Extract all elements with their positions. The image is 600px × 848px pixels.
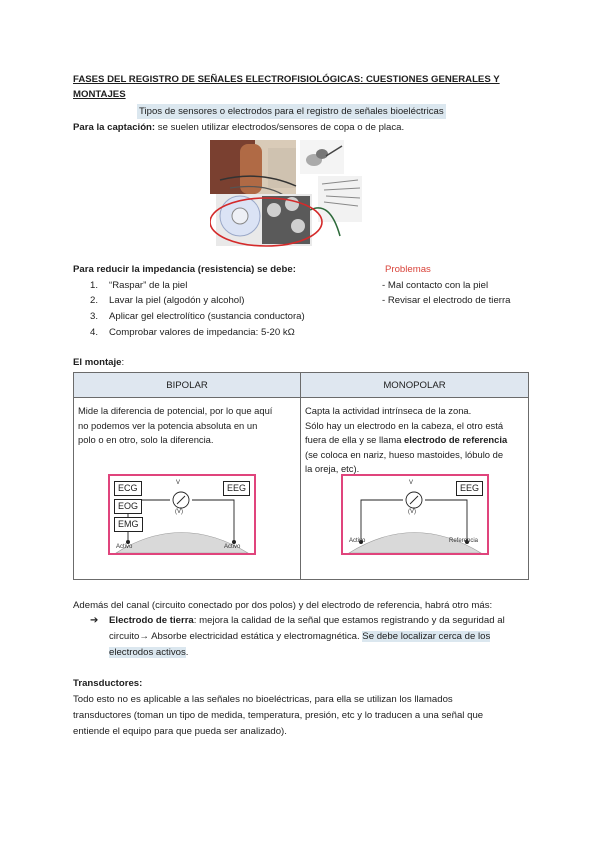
bipolar-line: Mide la diferencia de potencial, por lo que aquí [78, 405, 273, 416]
arrow-bullet-icon: ➔ [90, 615, 99, 626]
captacion-label: Para la captación: [73, 122, 156, 133]
active-label: Activo [349, 538, 366, 544]
bipolar-header: BIPOLAR [74, 373, 300, 398]
montage-table [73, 372, 529, 580]
eeg-label-bipolar: EEG [223, 481, 250, 496]
captacion-line [73, 120, 404, 135]
electrodes-photo [210, 140, 362, 248]
monopolar-description [305, 404, 507, 477]
title-line-1: FASES DEL REGISTRO DE SEÑALES ELECTROFISIOLÓGICAS: CUESTIONES GENERALES Y [73, 74, 500, 85]
step-4-num: 4. [90, 327, 99, 338]
monopolar-line: Sólo hay un electrodo en la cabeza, el otro está [305, 419, 504, 431]
eog-label: EOG [114, 499, 142, 514]
problem-2: - Revisar el electrodo de tierra [382, 295, 511, 306]
bipolar-meter-v: V [176, 480, 181, 486]
tierra-line1-rest: : mejora la calidad de la señal que estamos registrando y da seguridad al [193, 615, 505, 626]
table-divider [300, 373, 301, 579]
captacion-text: se suelen utilizar electrodos/sensores de copa o de placa. [155, 122, 405, 133]
bipolar-line: no podemos ver la potencia absoluta en un [78, 419, 258, 431]
step-1-num: 1. [90, 280, 99, 291]
step-1-text: “Raspar” de la piel [109, 280, 188, 291]
impedance-heading: Para reducir la impedancia (resistencia) se debe: [73, 264, 296, 275]
tierra-line2-plain: circuito→ Absorbe electricidad estática y electromagnética. [109, 631, 363, 642]
transducers-line-2: transductores (toman un tipo de medida, temperatura, presión, etc y lo traducen a una señal que [73, 710, 484, 721]
reference-label: Referencia [449, 538, 479, 544]
title-line-2: MONTAJES [73, 89, 126, 100]
bipolar-description [78, 404, 272, 448]
transducers-heading: Transductores: [73, 678, 143, 689]
tierra-term: Electrodo de tierra [109, 615, 194, 626]
bipolar-line: polo o en otro, solo la diferencia. [78, 434, 214, 445]
monopolar-header: MONOPOLAR [301, 373, 528, 398]
montaje-line [73, 355, 124, 370]
reference-electrode-term: electrodo de referencia [404, 434, 508, 445]
problem-1: - Mal contacto con la piel [382, 280, 489, 291]
step-2-num: 2. [90, 295, 99, 306]
bipolar-diagram [108, 474, 256, 555]
step-4-text: Comprobar valores de impedancia: 5-20 kΩ [109, 327, 295, 338]
step-3-num: 3. [90, 311, 99, 322]
transducers-line-3: entiende el equipo para que pueda ser analizado). [73, 726, 287, 737]
montaje-label: El montaje [73, 357, 122, 368]
ecg-label: ECG [114, 481, 142, 496]
monopolar-line: Capta la actividad intrínseca de la zona. [305, 405, 472, 416]
transducers-line-1: Todo esto no es aplicable a las señales no bioeléctricas, para ella se utilizan los llamados [73, 694, 453, 705]
tierra-line-2 [109, 629, 490, 644]
electrodes-photo-svg [210, 140, 362, 248]
step-3-text: Aplicar gel electrolítico (sustancia conductora) [109, 311, 305, 322]
step-2-text: Lavar la piel (algodón y alcohol) [109, 295, 245, 306]
monopolar-meter-sub: (V) [408, 509, 416, 515]
tierra-line3-highlight: electrodos activos [109, 647, 186, 658]
tierra-line3-end: . [185, 647, 189, 658]
monopolar-meter-v: V [409, 480, 414, 486]
monopolar-diagram [341, 474, 489, 555]
montaje-colon: : [121, 357, 125, 368]
monopolar-line: la oreja, etc). [305, 463, 360, 474]
emg-label: EMG [114, 517, 143, 532]
problems-heading: Problemas [385, 264, 431, 275]
monopolar-line [305, 433, 507, 448]
tierra-line-3 [109, 645, 188, 660]
subtitle: Tipos de sensores o electrodos para el registro de señales bioeléctricas [139, 106, 444, 117]
eeg-label-monopolar: EEG [456, 481, 483, 496]
tierra-line2-highlight: Se debe localizar cerca de los [362, 631, 491, 642]
active-left-label: Activo [116, 544, 133, 550]
extra-text: Además del canal (circuito conectado por dos polos) y del electrodo de referencia, habrá otro más: [73, 600, 493, 611]
active-right-label: Activo [224, 544, 241, 550]
tierra-line-1 [109, 613, 505, 628]
monopolar-line3-pre: fuera de ella y se llama [305, 434, 405, 445]
monopolar-line: (se coloca en nariz, hueso mastoides, lóbulo de [305, 448, 504, 460]
bipolar-meter-sub: (V) [175, 509, 183, 515]
